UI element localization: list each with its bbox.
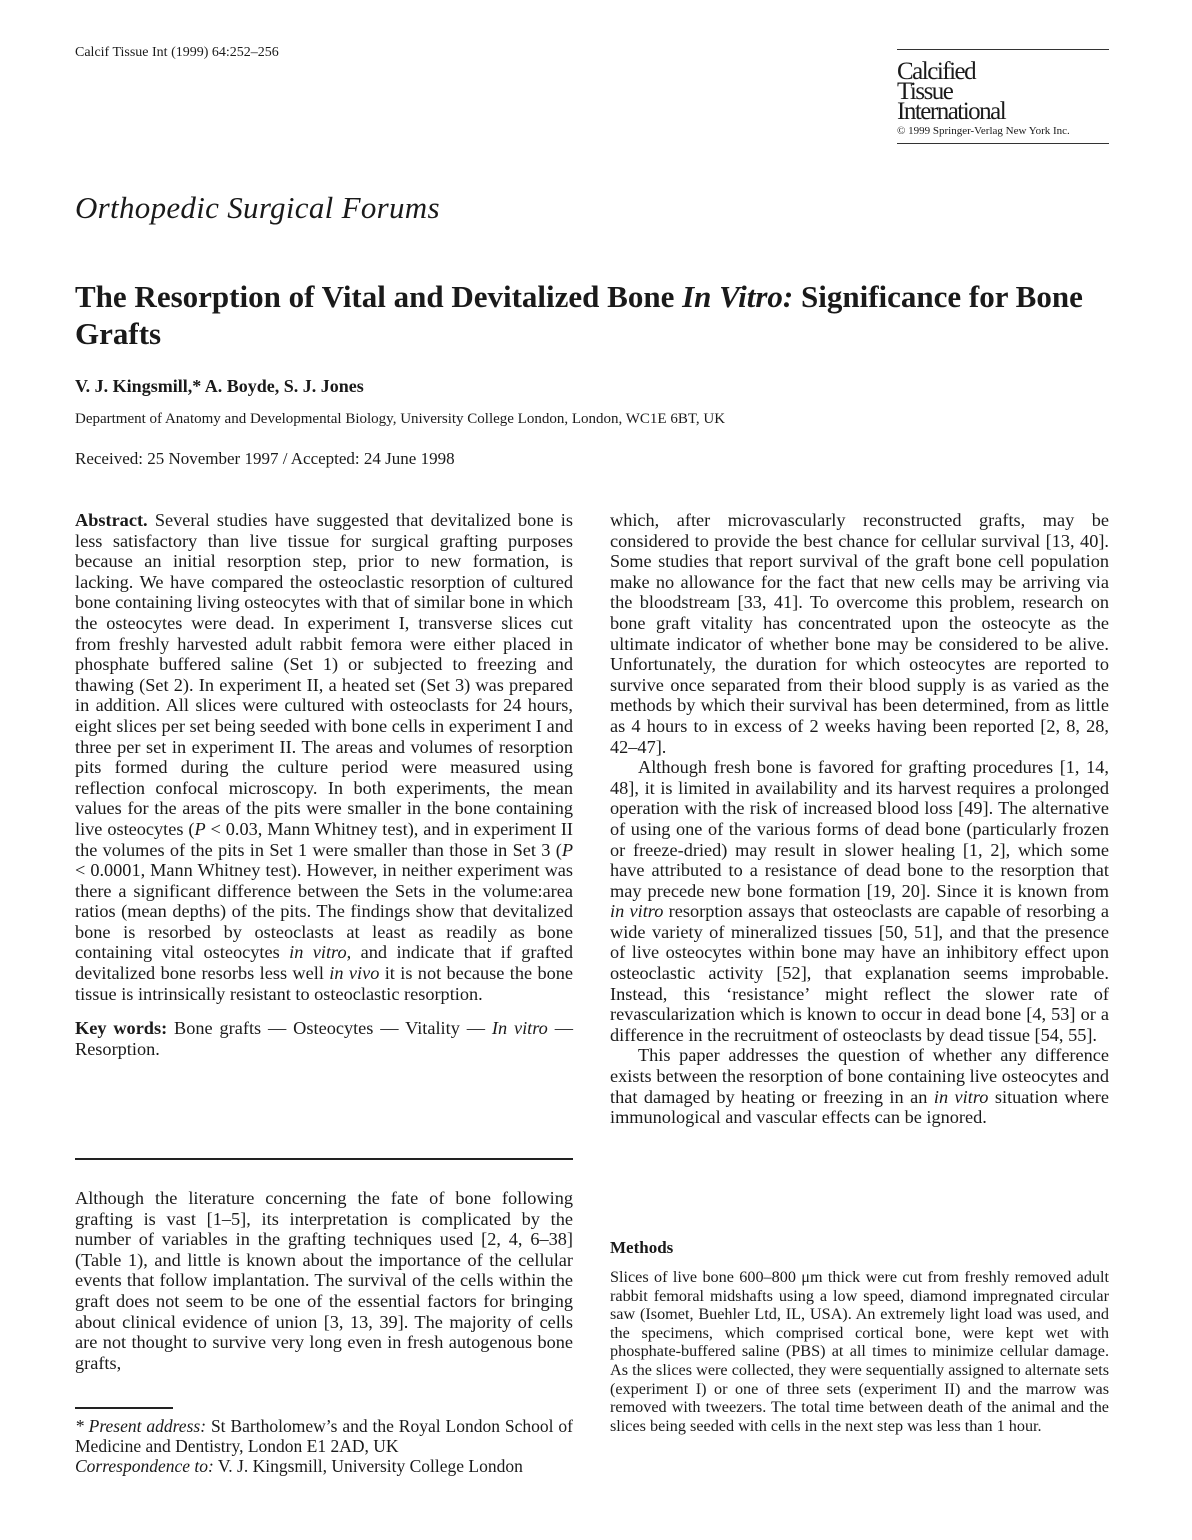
abstract-text: < 0.03, Mann Whitney test), and in experiment II the volumes of the pits in Set 1 were smaller than those in Set 3 (: [75, 818, 573, 860]
title-italic: In Vitro:: [682, 279, 794, 314]
abstract-text: < 0.0001, Mann Whitney test). However, in neither experiment was there a significant difference between the Sets in the volume:area ratios (mean depths) of the pits. The findings show that devitalized bone is resorbed by osteoclasts at least as readily as bone containing vital osteocytes: [75, 860, 573, 963]
author-list: V. J. Kingsmill,* A. Boyde, S. J. Jones: [75, 376, 364, 396]
footnote-label: Correspondence to:: [75, 1456, 214, 1476]
journal-name-line2: Tissue: [897, 78, 953, 105]
keywords-text: — Resorption.: [75, 1018, 573, 1059]
paragraph-italic: in vitro: [610, 901, 664, 922]
title-part2: Significance for Bone Grafts: [75, 279, 1083, 351]
footnote-text: V. J. Kingsmill, University College London: [213, 1456, 523, 1476]
intro-paragraph: Although the literature concerning the fate of bone following grafting is vast [1–5], its interpretation is complicated by the number of variables in the grafting techniques used [2, 4, 6–38] (Table 1), and little is known about the importance of the cellular events that follow implantation. The survival of the cells within the graft does not seem to be one of the essential factors for bringing about clinical evidence of union [3, 13, 39]. The majority of cells are not thought to survive very long even in fresh autogenous bone grafts,: [75, 1188, 573, 1373]
keywords-label: Key words:: [75, 1018, 168, 1039]
section-heading: Orthopedic Surgical Forums: [75, 190, 440, 225]
paragraph-text: resorption assays that osteoclasts are capable of resorbing a wide variety of mineralized tissues [50, 51], and that the presence of live osteocytes within bone may have an inhibitory effect upon osteoclastic activity [52], that explanation seems improbable. Instead, this ‘resistance’ might reflect the slower rate of revascularization which is known to occur in dead bone [4, 53] or a difference in the recruitment of osteoclasts by dead tissue [54, 55].: [610, 901, 1110, 1045]
paragraph-italic: in vitro: [933, 1086, 989, 1107]
footnote-text: St Bartholomew’s and the Royal London School of Medicine and Dentistry, London E1 2AD, UK: [75, 1416, 573, 1456]
abstract-p-symbol: P: [194, 818, 206, 839]
paragraph-text: Although fresh bone is favored for grafting procedures [1, 14, 48], it is limited in availability and its harvest requires a prolonged operation with the risk of increased blood loss [49]. The alternative of using one of the various forms of dead bone (particularly frozen or freeze-dried) may result in slower healing [1, 2], which some have attributed to a resistance of dead bone to the resorption that may precede new bone formation [19, 20]. Since it is known from: [610, 757, 1109, 901]
abstract-paragraph: [75, 510, 573, 1004]
footnote-label: * Present address:: [75, 1416, 207, 1436]
right-column: [610, 510, 1109, 1128]
journal-name-line3: International: [897, 98, 1006, 125]
journal-logo-box: [897, 49, 1109, 144]
right-paragraph-3: [610, 1045, 1109, 1127]
copyright-notice: © 1999 Springer-Verlag New York Inc.: [897, 125, 1070, 137]
methods-heading: Methods: [610, 1238, 674, 1257]
abstract-text: and indicate that if grafted devitalized bone resorbs less well: [75, 942, 573, 984]
abstract-text: it is not because the bone tissue is intrinsically resistant to osteoclastic resorption.: [75, 963, 574, 1004]
abstract-divider: [75, 1158, 573, 1160]
abstract-p-symbol: P: [561, 839, 573, 860]
paragraph-text: This paper addresses the question of whether any difference exists between the resorption of bone containing live osteocytes and that damaged by heating or freezing in an: [610, 1045, 1109, 1107]
abstract-italic: in vivo: [329, 963, 380, 984]
footnote: [75, 1416, 573, 1476]
paragraph-text: situation where immunological and vascular effects can be ignored.: [610, 1086, 1109, 1128]
abstract-italic: in vitro,: [289, 942, 352, 963]
received-dates: Received: 25 November 1997 / Accepted: 24 June 1998: [75, 449, 455, 468]
journal-name-line1: Calcified: [897, 58, 976, 85]
journal-citation: Calcif Tissue Int (1999) 64:252–256: [75, 45, 279, 60]
title-part1: The Resorption of Vital and Devitalized Bone: [75, 279, 683, 314]
right-paragraph-2: [610, 757, 1109, 1045]
abstract-text: Several studies have suggested that devitalized bone is less satisfactory than live tissue for surgical grafting purposes because an initial resorption step, prior to new formation, is lacking. We have compared the osteoclastic resorption of cultured bone containing living osteocytes with that of similar bone in which the osteocytes were dead. In experiment I, transverse slices cut from freshly harvested adult rabbit femora were either placed in phosphate buffered saline (Set 1) or subjected to freezing and thawing (Set 2). In experiment II, a heated set (Set 3) was prepared in addition. All slices were cultured with osteoclasts for 24 hours, eight slices per set being seeded with bone cells in experiment I and three per set in experiment II. The areas and volumes of resorption pits formed during the culture period were measured using reflection confocal microscopy. In both experiments, the mean values for the areas of the pits were smaller in the bone containing live osteocytes (: [75, 510, 573, 839]
abstract-block: [75, 510, 573, 1059]
keywords-text: Bone grafts — Osteocytes — Vitality —: [167, 1018, 492, 1039]
article-title: [75, 278, 1115, 352]
footnote-rule: [75, 1407, 173, 1409]
keywords: [75, 1018, 573, 1059]
right-paragraph-1: which, after microvascularly reconstructed grafts, may be considered to provide the best chance for cellular survival [13, 40]. Some studies that report survival of the graft bone cell population make no allowance for the fact that new cells may be arriving via the bloodstream [33, 41]. To overcome this problem, research on bone graft vitality has concentrated upon the osteocyte as the ultimate indicator of whether bone may be considered to be alive. Unfortunately, the duration for which osteocytes are reported to survive once separated from their blood supply is as varied as the methods by which their survival has been determined, from as little as 4 hours to in excess of 2 weeks having been reported [2, 8, 28, 42–47].: [610, 510, 1109, 757]
keywords-italic: In vitro: [491, 1018, 548, 1039]
affiliation: Department of Anatomy and Developmental Biology, University College London, London, WC1E 6BT, UK: [75, 411, 726, 427]
methods-paragraph: Slices of live bone 600–800 μm thick were cut from freshly removed adult rabbit femoral midshafts using a low speed, diamond impregnated circular saw (Isomet, Buehler Ltd, IL, USA). An extremely light load was used, and the specimens, which comprised cortical bone, were kept wet with phosphate-buffered saline (PBS) at all times to minimize cellular damage. As the slices were collected, they were sequentially assigned to alternate sets (experiment I) or one of three sets (experiment II) and the marrow was removed with tweezers. The total time between death of the animal and the slices being seeded with cells in the next step was less than 1 hour.: [610, 1268, 1109, 1435]
intro-left-column: [75, 1188, 573, 1373]
abstract-label: Abstract.: [75, 510, 148, 530]
